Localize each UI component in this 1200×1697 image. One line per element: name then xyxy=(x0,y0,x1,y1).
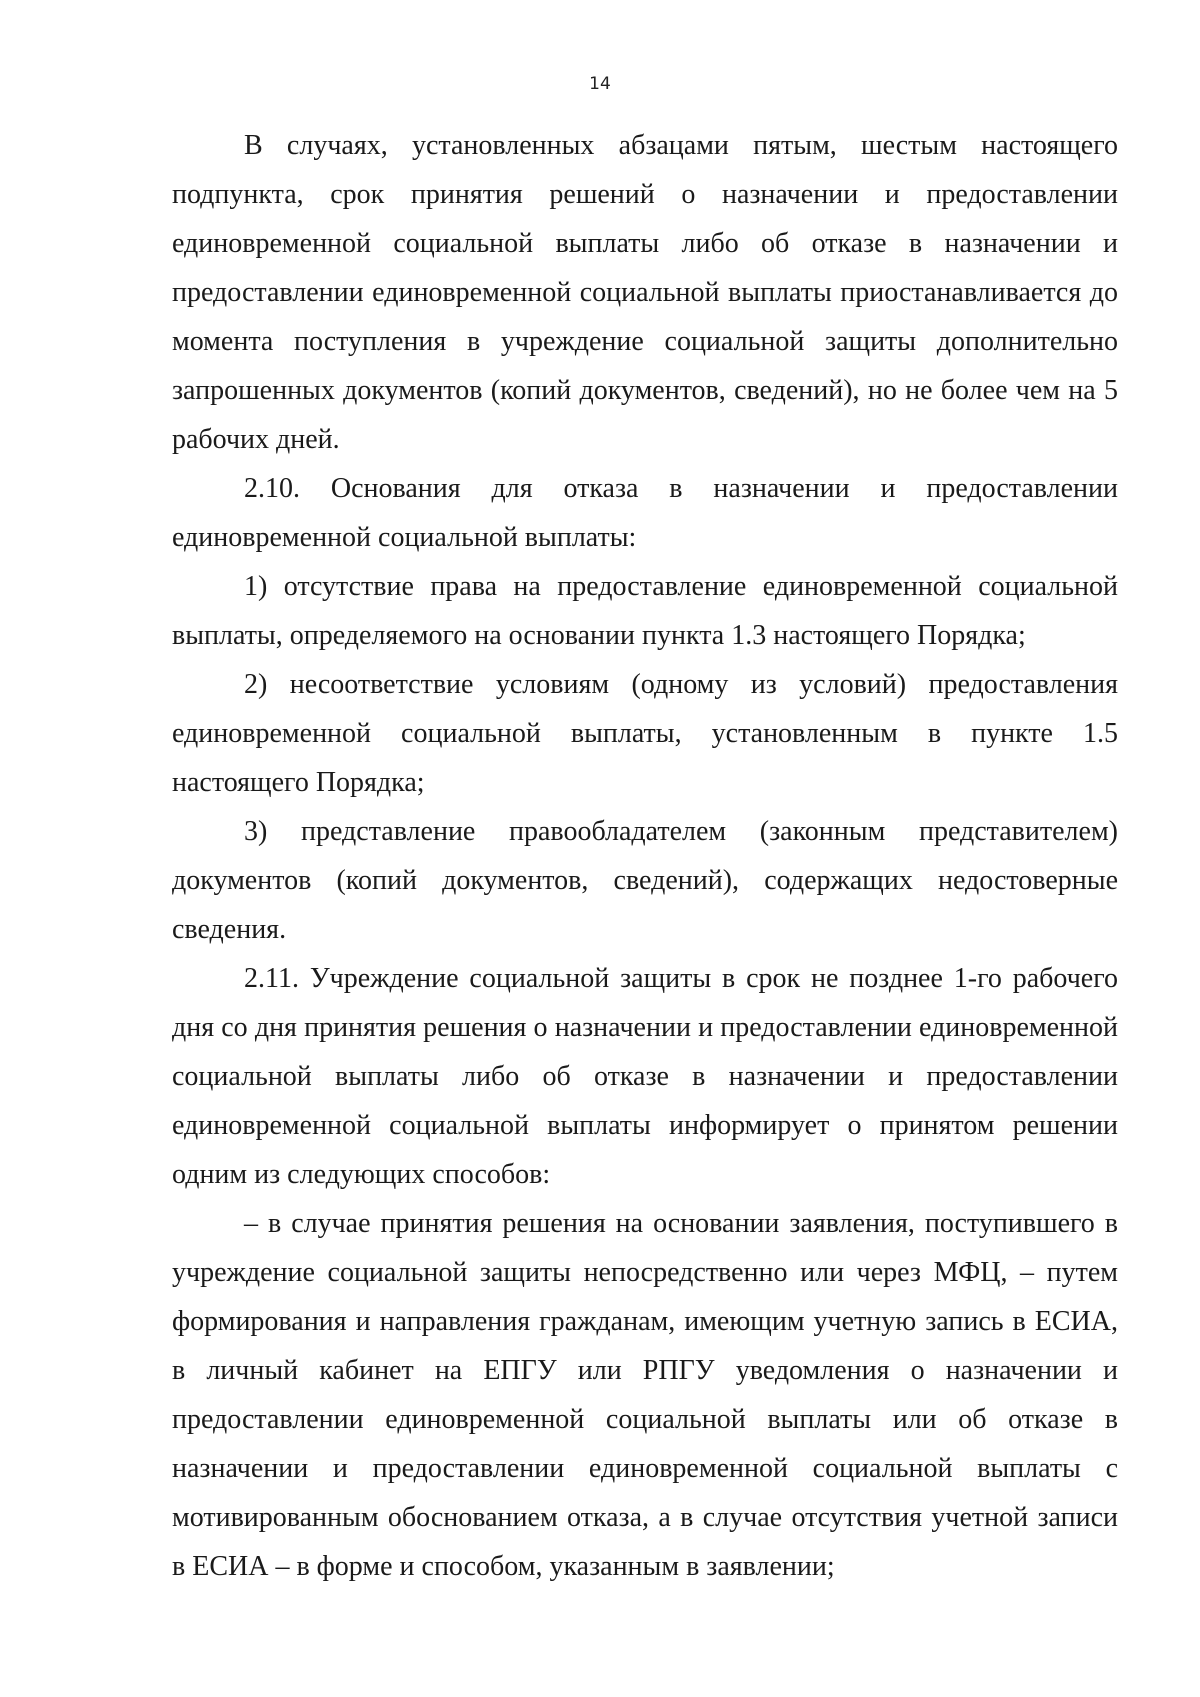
page-number: 14 xyxy=(589,74,611,94)
paragraph-2-10-item-3: 3) представление правообладателем (законным представителем) документов (копий документов, сведений), содержащих недостоверные сведения. xyxy=(172,816,1118,945)
document-body xyxy=(172,121,1118,1591)
paragraph-2-11: 2.11. Учреждение социальной защиты в срок не позднее 1-го рабочего дня со дня принятия решения о назначении и предоставлении единовременной социальной выплаты либо об отказе в назначении и предоставлении единовременной социальной выплаты информирует о принятом решении одним из следующих способов: xyxy=(172,963,1118,1190)
paragraph-2-10-item-2: 2) несоответствие условиям (одному из условий) предоставления единовременной социальной выплаты, установленным в пункте 1.5 настоящего Порядка; xyxy=(172,669,1118,798)
paragraph-2-10-item-1: 1) отсутствие права на предоставление единовременной социальной выплаты, определяемого на основании пункта 1.3 настоящего Порядка; xyxy=(172,571,1118,651)
paragraph-2-10-heading: 2.10. Основания для отказа в назначении и предоставлении единовременной социальной выплаты: xyxy=(172,473,1118,553)
paragraph-suspension-term: В случаях, установленных абзацами пятым, шестым настоящего подпункта, срок принятия решений о назначении и предоставлении единовременной социальной выплаты либо об отказе в назначении и предоставлении единовременной социальной выплаты приостанавливается до момента поступления в учреждение социальной защиты дополнительно запрошенных документов (копий документов, сведений), но не более чем на 5 рабочих дней. xyxy=(172,130,1118,455)
paragraph-2-11-method-1: – в случае принятия решения на основании заявления, поступившего в учреждение социальной защиты непосредственно или через МФЦ, – путем формирования и направления гражданам, имеющим учетную запись в ЕСИА, в личный кабинет на ЕПГУ или РПГУ уведомления о назначении и предоставлении единовременной социальной выплаты или об отказе в назначении и предоставлении единовременной социальной выплаты с мотивированным обоснованием отказа, а в случае отсутствия учетной записи в ЕСИА – в форме и способом, указанным в заявлении; xyxy=(172,1208,1118,1582)
